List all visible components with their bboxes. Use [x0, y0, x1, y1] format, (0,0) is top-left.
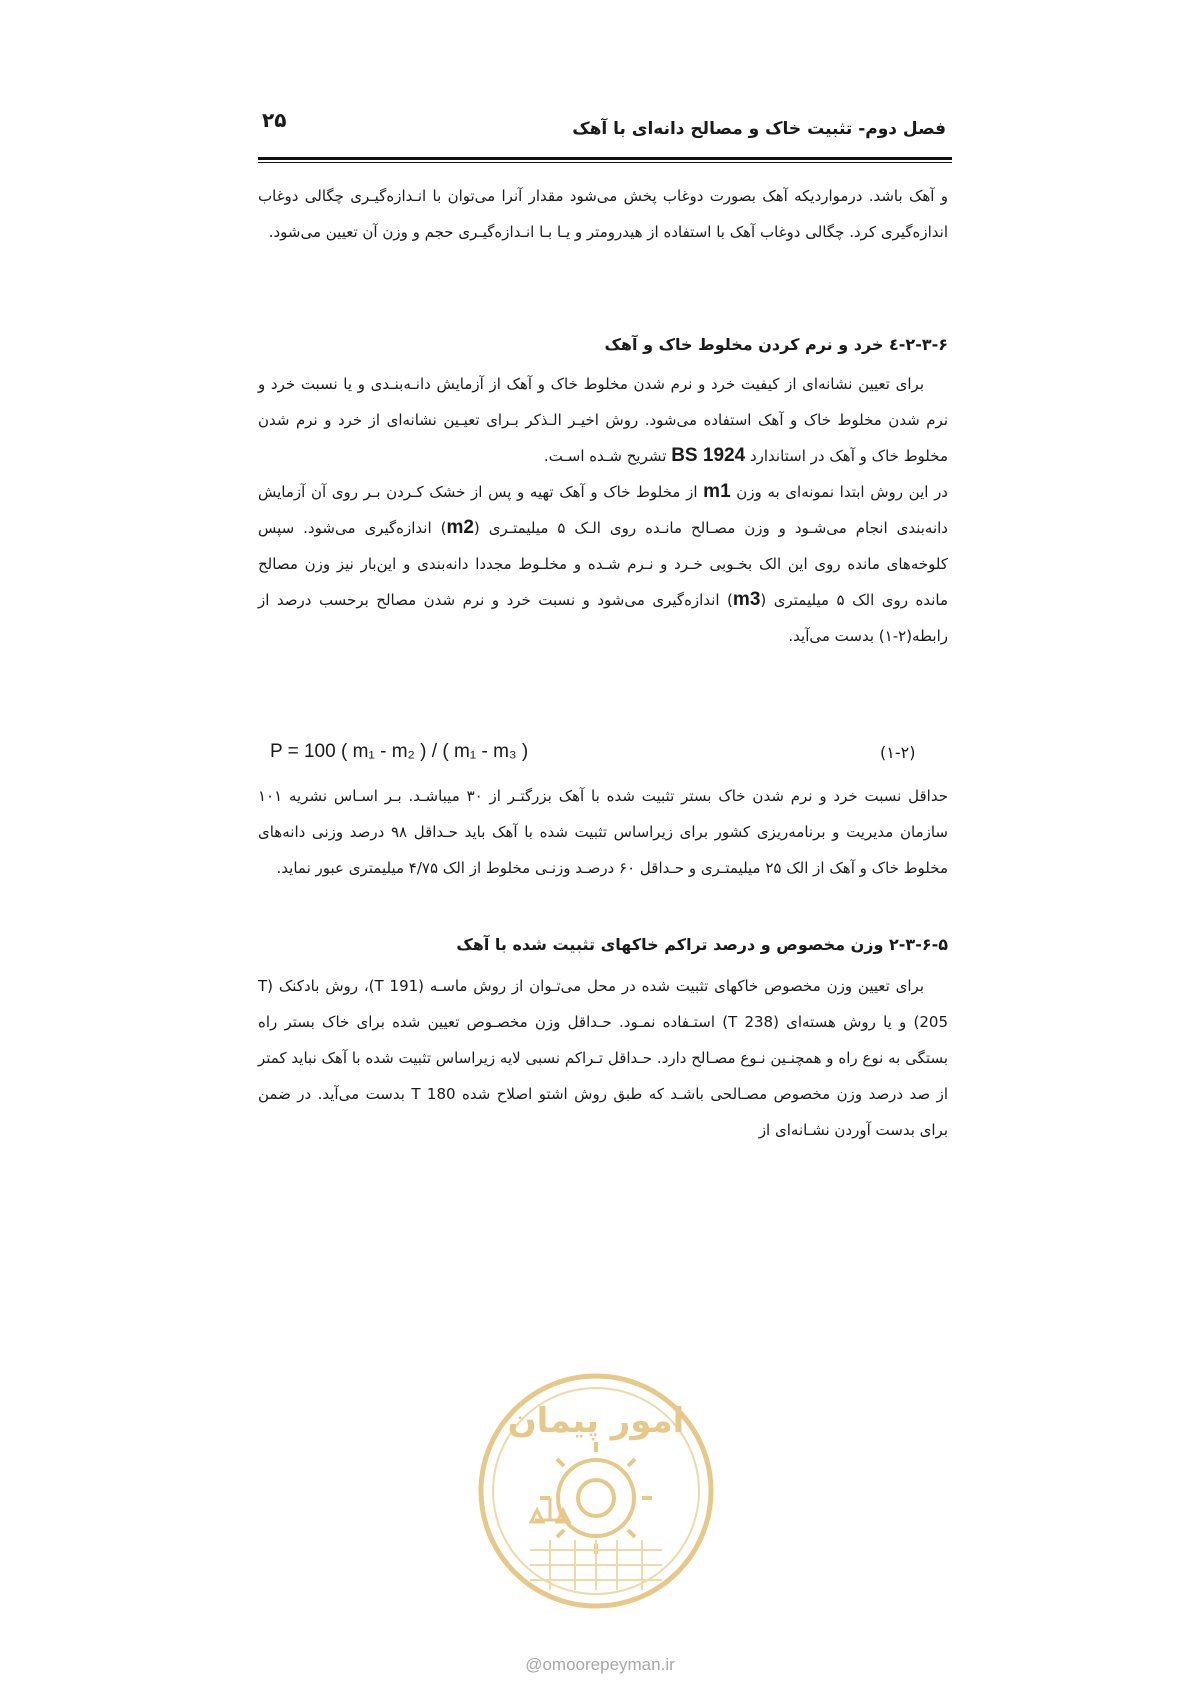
seal-grid-icon [530, 1540, 662, 1590]
running-header: فصل دوم- تثبیت خاک و مصالح دانه‌ای با آهک [572, 119, 946, 139]
crushing-paragraph-1 [258, 366, 948, 474]
watermark-seal [475, 1370, 717, 1612]
crushing-text-2d: ) اندازه‌گیری می‌شود و نسبت خرد و نرم شدن مصالح برحسب درصد از رابطه(۲-۱) بدست می‌آید. [258, 591, 948, 645]
seal-text: امور پیمان [507, 1401, 685, 1441]
crushing-text-2c: ) اندازه‌گیری می‌شود. سپس کلوخه‌های مانده روی این الک بخـوبی خـرد و نـرم شـده و مخلـوط مجددا دانه‌بندی و این‌بار نیز وزن مصالح مانده روی الک ۵ میلیمتری ( [258, 519, 948, 609]
crushing-text-1b: تشریح شـده اسـت. [543, 447, 667, 465]
crushing-text-1a: برای تعیین نشانه‌ای از کیفیت خرد و نرم شدن مخلوط خاک و آهک از آزمایش دانـه‌بنـدی و یا نسبت خرد و نرم شدن مخلوط خاک و آهک استفاده می‌شود. روش اخیـر الـذکر بـرای تعیـین نشانه‌ای از خرد و نرم شدن مخلوط خاک و آهک در استاندارد [258, 375, 948, 465]
crushing-section-body [258, 366, 948, 654]
section-heading-crushing: ۲-۳-۶-٤ خرد و نرم کردن مخلوط خاک و آهک [604, 335, 948, 354]
header-rule [258, 157, 952, 163]
section-heading-density: ۲-۳-۶-۵ وزن مخصوص و درصد تراکم خاکهای تثبیت شده با آهک [456, 935, 948, 954]
crushing-text-2a: در این روش ابتدا نمونه‌ای به وزن [736, 483, 948, 501]
page-number: ۲۵ [262, 108, 287, 132]
crushing-requirements-paragraph [258, 778, 948, 886]
density-paragraph: برای تعیین وزن مخصوص خاکهای تثبیت شده در محل می‌تـوان از روش ماسـه (T 191)، روش بادکنک (T 205) و یا روش هسته‌ای (T 238) استـفاده نمـود. حـداقل وزن مخصـوص تعیین شده برای خاک بستر راه بستگی به نوع راه و همچنـین نـوع مصـالح دارد. حـداقل تـراکم نسبی لایه زیراساس تثبیت شده با آهک نباید کمتر از صد درصد وزن مخصوص مصـالحی باشـد که طبق روش اشتو اصلاح شده T 180 بدست می‌آید. در ضمن برای بدست آوردن نشـانه‌ای از [258, 977, 948, 1139]
seal-gear-icon [540, 1442, 652, 1554]
intro-text: و آهک باشد. درمواردیکه آهک بصورت دوغاب پخش می‌شود مقدار آنرا می‌توان با انـدازه‌گیـری چگالی دوغاب اندازه‌گیری کرد. چگالی دوغاب آهک با استفاده از هیدرومتر و یـا بـا انـدازه‌گیـری حجم و وزن آن تعیین می‌شود. [258, 187, 948, 241]
crushing-formula: P = 100 ( m₁ - m₂ ) / ( m₁ - m₃ ) [270, 741, 529, 762]
formula-number: (۱-۲) [880, 743, 916, 762]
watermark-site: @omoorepeyman.ir [525, 1655, 675, 1674]
crushing-text-3: حداقل نسبت خرد و نرم شدن خاک بستر تثبیت شده با آهک بزرگتـر از ۳۰ میباشـد. بـر اسـاس نشریه ۱۰۱ سازمان مدیریت و برنامه‌ریزی کشور برای زیراساس تثبیت شده با آهک باید حـداقل ۹۸ درصد وزنی دانه‌های مخلوط خاک و آهک از الک ۲۵ میلیمتـری و حـداقل ۶۰ درصـد وزنـی مخلوط از الک ۴/۷۵ میلیمتری عبور نماید. [258, 787, 948, 877]
density-section-body [258, 968, 948, 1148]
symbol-m1: m1 [703, 481, 731, 502]
intro-paragraph [258, 178, 948, 250]
symbol-m3: m3 [732, 589, 761, 610]
symbol-m2: m2 [446, 517, 474, 538]
crushing-text-2b: از مخلوط خاک و آهک تهیه و پس از خشک کـردن بـر روی آن آزمایش دانه‌بندی انجام می‌شـود و وزن مصـالح مانـده روی الـک ۵ میلیمتـری ( [258, 483, 948, 537]
standard-code: BS 1924 [671, 445, 746, 466]
crushing-paragraph-2 [258, 474, 948, 654]
